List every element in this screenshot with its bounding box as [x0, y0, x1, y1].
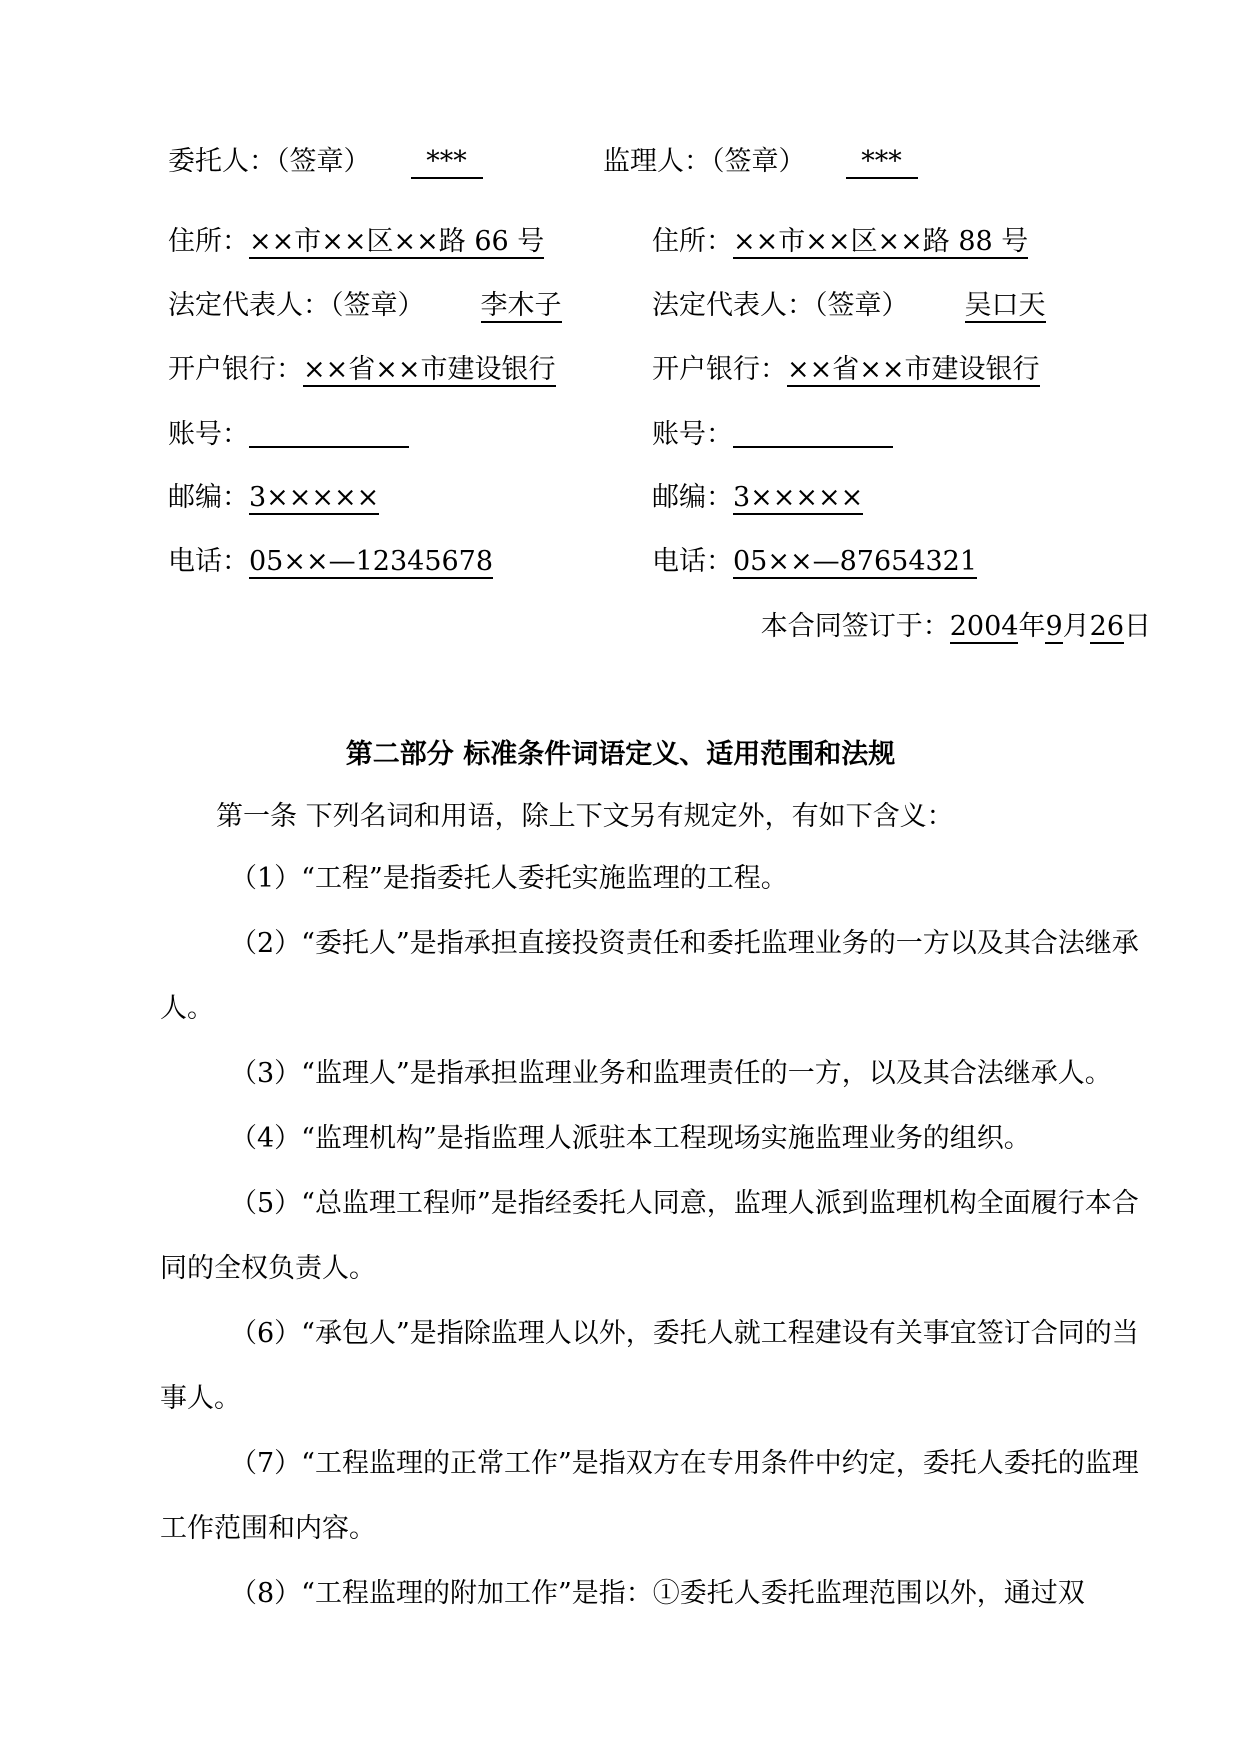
client-phone-value: 05××—12345678	[249, 546, 494, 577]
supervisor-address-line	[652, 228, 1028, 259]
signing-month-unit: 月	[1062, 611, 1090, 642]
client-phone-label: 电话：	[168, 546, 249, 577]
definition-3: （3）“监理人”是指承担监理业务和监理责任的一方，以及其合法继承人。	[230, 1058, 1112, 1089]
signing-month: 9	[1045, 611, 1063, 642]
supervisor-rep-line	[652, 292, 1046, 323]
supervisor-seal-value: ***	[846, 148, 918, 179]
supervisor-seal-line	[603, 148, 918, 179]
article-1-intro: 第一条 下列名词和用语，除上下文另有规定外，有如下含义：	[216, 801, 954, 832]
client-postcode-line	[168, 484, 379, 515]
supervisor-seal-label: 监理人：（签章）	[603, 146, 806, 177]
client-seal-label: 委托人：（签章）	[168, 146, 371, 177]
client-phone-line	[168, 548, 493, 579]
supervisor-postcode-line	[652, 484, 863, 515]
supervisor-address-label: 住所：	[652, 226, 733, 257]
definition-1: （1）“工程”是指委托人委托实施监理的工程。	[230, 863, 788, 894]
definition-7: （7）“工程监理的正常工作”是指双方在专用条件中约定，委托人委托的监理工作范围和内容。	[160, 1448, 1139, 1544]
signing-year-unit: 年	[1018, 611, 1046, 642]
supervisor-bank-value: ××省××市建设银行	[787, 354, 1040, 385]
client-rep-label: 法定代表人：（签章）	[168, 290, 425, 321]
client-rep-line	[168, 292, 562, 323]
supervisor-postcode-value: 3×××××	[733, 482, 864, 513]
supervisor-rep-label: 法定代表人：（签章）	[652, 290, 909, 321]
client-bank-label: 开户银行：	[168, 354, 303, 385]
client-address-value: ××市××区××路 66 号	[249, 226, 545, 257]
section-title: 第二部分 标准条件词语定义、适用范围和法规	[345, 739, 896, 770]
signing-day-unit: 日	[1124, 611, 1151, 642]
definition-4: （4）“监理机构”是指监理人派驻本工程现场实施监理业务的组织。	[230, 1123, 1031, 1154]
definition-8: （8）“工程监理的附加工作”是指：①委托人委托监理范围以外，通过双	[230, 1578, 1085, 1609]
client-account-line	[168, 420, 409, 448]
client-address-line	[168, 228, 544, 259]
signing-date-line	[761, 613, 1151, 644]
definition-6: （6）“承包人”是指除监理人以外，委托人就工程建设有关事宜签订合同的当事人。	[160, 1318, 1139, 1414]
client-seal-value: ***	[411, 148, 483, 179]
client-postcode-label: 邮编：	[168, 482, 249, 513]
supervisor-phone-value: 05××—87654321	[733, 546, 978, 577]
supervisor-phone-label: 电话：	[652, 546, 733, 577]
client-postcode-value: 3×××××	[249, 482, 380, 513]
client-account-value	[249, 420, 409, 448]
supervisor-bank-line	[652, 356, 1040, 387]
supervisor-account-label: 账号：	[652, 419, 733, 450]
signing-year: 2004	[949, 611, 1019, 642]
supervisor-rep-value: 吴口天	[964, 290, 1046, 321]
client-bank-line	[168, 356, 556, 387]
supervisor-account-line	[652, 420, 893, 448]
definition-2: （2）“委托人”是指承担直接投资责任和委托监理业务的一方以及其合法继承人。	[160, 928, 1139, 1024]
client-address-label: 住所：	[168, 226, 249, 257]
supervisor-bank-label: 开户银行：	[652, 354, 787, 385]
definition-5: （5）“总监理工程师”是指经委托人同意，监理人派到监理机构全面履行本合同的全权负责人。	[160, 1188, 1139, 1284]
signing-date-prefix: 本合同签订于：	[760, 611, 950, 642]
client-account-label: 账号：	[168, 419, 249, 450]
supervisor-address-value: ××市××区××路 88 号	[733, 226, 1029, 257]
supervisor-phone-line	[652, 548, 977, 579]
supervisor-account-value	[733, 420, 893, 448]
client-bank-value: ××省××市建设银行	[303, 354, 556, 385]
signing-day: 26	[1089, 611, 1124, 642]
client-seal-line	[168, 148, 483, 179]
supervisor-postcode-label: 邮编：	[652, 482, 733, 513]
client-rep-value: 李木子	[480, 290, 562, 321]
